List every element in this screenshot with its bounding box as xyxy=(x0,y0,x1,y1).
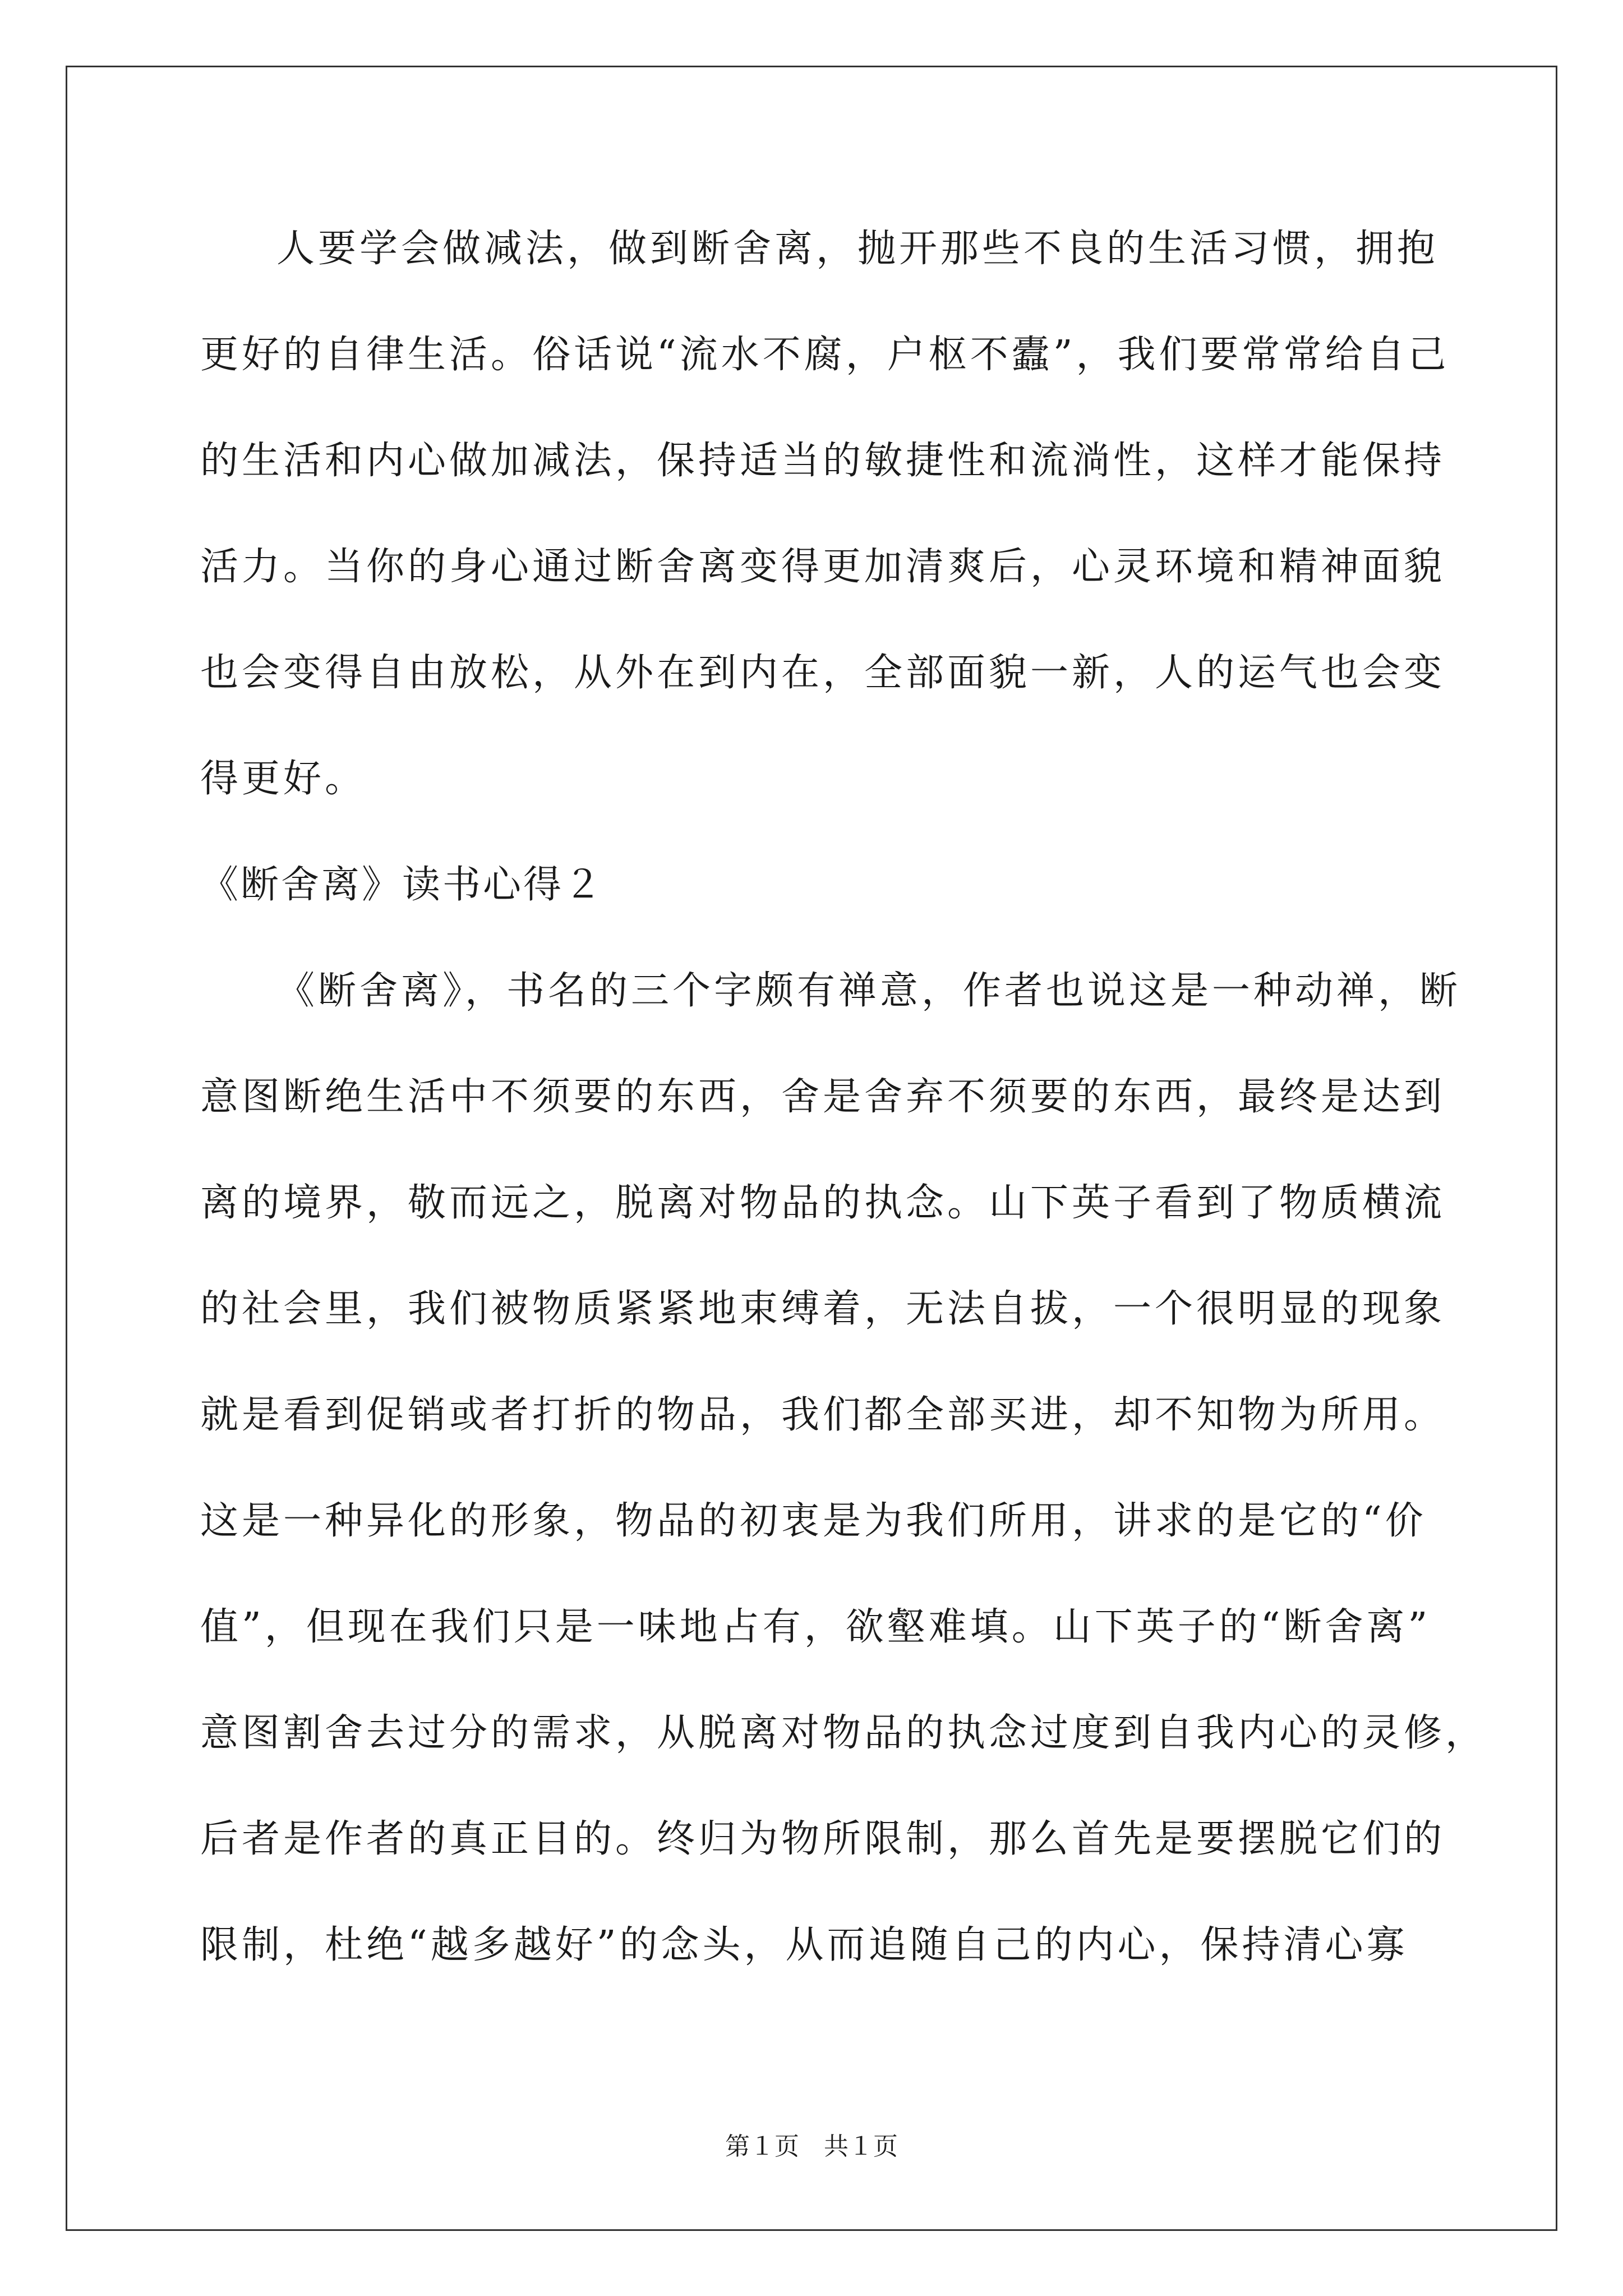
page-footer xyxy=(0,2134,1623,2159)
paragraph-line: 的社会里，我们被物质紧紧地束缚着，无法自拔，一个很明显的现象 xyxy=(200,1287,1446,1331)
paragraph-line: 离的境界，敬而远之，脱离对物品的执念。山下英子看到了物质横流 xyxy=(200,1181,1446,1225)
paragraph-line: 《断舍离》，书名的三个字颇有禅意，作者也说这是一种动禅，断 xyxy=(276,969,1461,1013)
page-number-label: 第１页 共１页 xyxy=(725,2132,898,2161)
paragraph-line: 人要学会做减法，做到断舍离，抛开那些不良的生活习惯，拥抱 xyxy=(276,227,1439,271)
paragraph-line: 就是看到促销或者打折的物品，我们都全部买进，却不知物为所用。 xyxy=(200,1393,1446,1437)
paragraph-line: 后者是作者的真正目的。终归为物所限制，那么首先是要摆脱它们的 xyxy=(200,1817,1446,1861)
paragraph-line: 限制，杜绝“越多越好”的念头，从而追随自己的内心，保持清心寡 xyxy=(200,1923,1408,1967)
paragraph-line: 活力。当你的身心通过断舍离变得更加清爽后，心灵环境和精神面貌 xyxy=(200,545,1446,589)
paragraph-line: 更好的自律生活。俗话说“流水不腐，户枢不蠹”，我们要常常给自己 xyxy=(200,333,1450,377)
paragraph-line: 意图断绝生活中不须要的东西，舍是舍弃不须要的东西，最终是达到 xyxy=(200,1075,1446,1119)
paragraph-line: 这是一种异化的形象，物品的初衷是为我们所用，讲求的是它的“价 xyxy=(200,1499,1427,1543)
paragraph-line: 值”，但现在我们只是一味地占有，欲壑难填。山下英子的“断舍离” xyxy=(200,1605,1431,1649)
page-border xyxy=(66,66,1557,2231)
paragraph-line: 意图割舍去过分的需求，从脱离对物品的执念过度到自我内心的灵修， xyxy=(200,1711,1487,1755)
section-heading: 《断舍离》读书心得２ xyxy=(200,863,605,907)
paragraph-line: 也会变得自由放松，从外在到内在，全部面貌一新，人的运气也会变 xyxy=(200,651,1446,695)
paragraph-line: 得更好。 xyxy=(200,757,367,801)
paragraph-line: 的生活和内心做加减法，保持适当的敏捷性和流淌性，这样才能保持 xyxy=(200,439,1446,483)
